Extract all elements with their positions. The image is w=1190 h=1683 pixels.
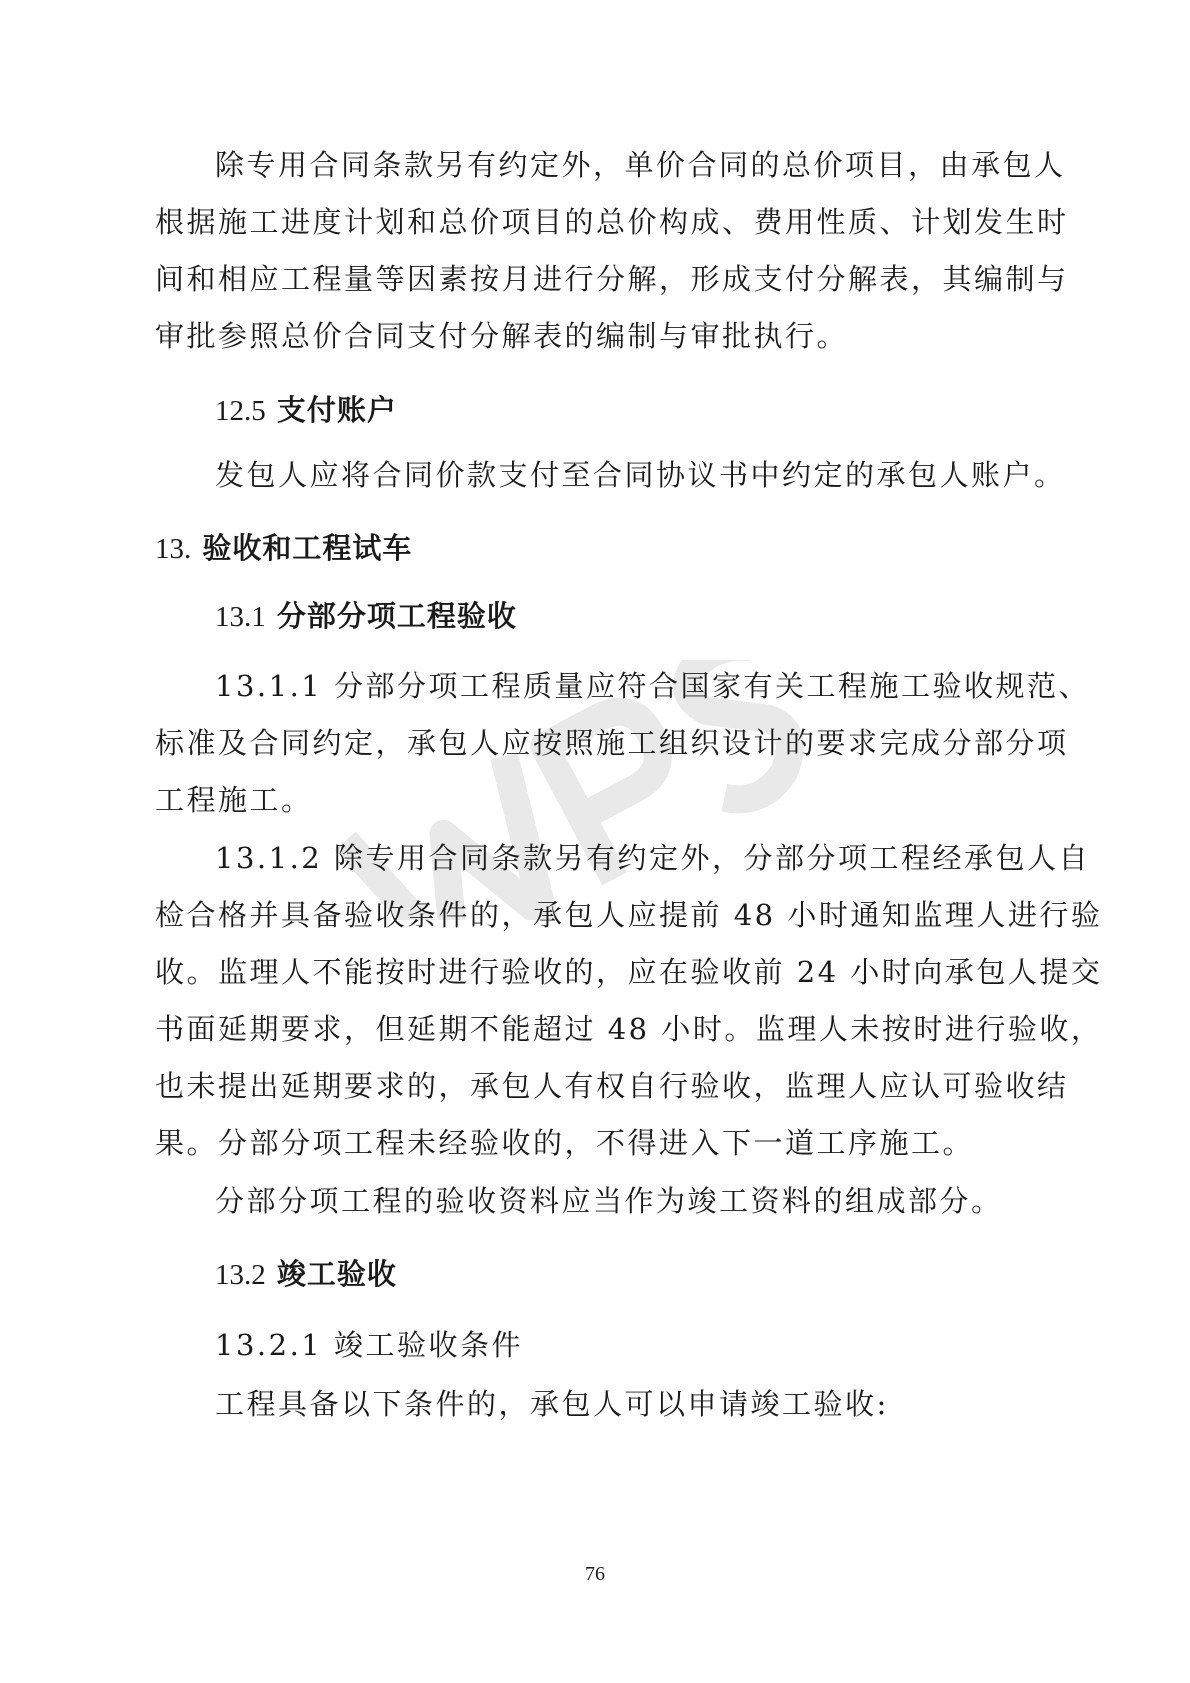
chapter-title: 验收和工程试车 <box>202 531 413 565</box>
section-title: 支付账户 <box>276 393 397 427</box>
paragraph-line: 13.1.1 分部分项工程质量应符合国家有关工程施工验收规范、 <box>215 669 1090 703</box>
section-title: 竣工验收 <box>276 1257 397 1291</box>
section-heading-13-1 <box>215 598 1095 635</box>
page-number: 76 <box>585 1563 605 1585</box>
paragraph-line: 发包人应将合同价款支付至合同协议书中约定的承包人账户。 <box>215 458 1066 492</box>
section-heading-12-5 <box>215 392 1095 429</box>
paragraph-line: 根据施工进度计划和总价项目的总价构成、费用性质、计划发生时 <box>155 205 1069 239</box>
paragraph-line: 书面延期要求，但延期不能超过 48 小时。监理人未按时进行验收， <box>155 1012 1103 1046</box>
chapter-number: 13. <box>155 533 192 565</box>
section-heading-13-2 <box>215 1256 1095 1293</box>
paragraph-line: 审批参照总价合同支付分解表的编制与审批执行。 <box>155 319 849 353</box>
subsection-heading-13-2-1: 13.2.1 竣工验收条件 <box>215 1328 523 1362</box>
paragraph-line: 果。分部分项工程未经验收的，不得进入下一道工序施工。 <box>155 1126 975 1160</box>
paragraph-line: 检合格并具备验收条件的，承包人应提前 48 小时通知监理人进行验 <box>155 898 1103 932</box>
section-title: 分部分项工程验收 <box>276 599 517 633</box>
paragraph-line: 工程施工。 <box>155 783 313 817</box>
paragraph-line: 也未提出延期要求的，承包人有权自行验收，监理人应认可验收结 <box>155 1069 1069 1103</box>
paragraph-line: 收。监理人不能按时进行验收的，应在验收前 24 小时向承包人提交 <box>155 955 1103 989</box>
section-number: 12.5 <box>215 395 266 427</box>
paragraph-line: 13.1.2 除专用合同条款另有约定外，分部分项工程经承包人自 <box>215 841 1090 875</box>
section-number: 13.2 <box>215 1259 266 1291</box>
paragraph-line: 标准及合同约定，承包人应按照施工组织设计的要求完成分部分项 <box>155 726 1069 760</box>
paragraph-line: 分部分项工程的验收资料应当作为竣工资料的组成部分。 <box>215 1184 1003 1218</box>
paragraph-line: 除专用合同条款另有约定外，单价合同的总价项目，由承包人 <box>215 148 1066 182</box>
chapter-heading-13 <box>155 530 1035 567</box>
paragraph-line: 间和相应工程量等因素按月进行分解，形成支付分解表，其编制与 <box>155 262 1069 296</box>
paragraph-line: 工程具备以下条件的，承包人可以申请竣工验收: <box>215 1387 889 1421</box>
section-number: 13.1 <box>215 601 266 633</box>
